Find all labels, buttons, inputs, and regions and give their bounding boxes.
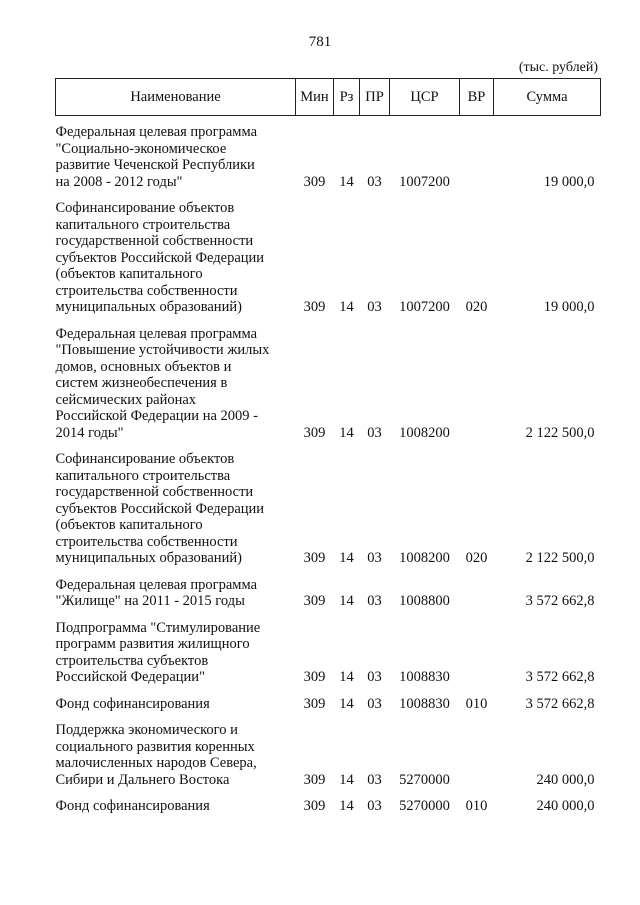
cell-min: 309 (303, 771, 326, 788)
cell-sum: 19 000,0 (543, 299, 595, 315)
cell-csr: 1008200 (399, 550, 450, 566)
cell-min: 309 (303, 173, 326, 190)
cell-vr: 010 (465, 695, 488, 712)
row-name-line: строительства собственности (55, 282, 238, 299)
cell-pr: 03 (367, 695, 382, 712)
row-name-line: капитального строительства (55, 216, 231, 233)
row-name-line: муниципальных образований) (55, 299, 242, 315)
cell-csr: 5270000 (399, 771, 450, 788)
cell-sum: 240 000,0 (536, 798, 595, 814)
cell-sum: 3 572 662,8 (525, 669, 595, 685)
header-min: Мин (296, 79, 334, 116)
table-row (56, 712, 601, 788)
row-name-line: Софинансирование объектов (55, 451, 235, 467)
cell-sum: 3 572 662,8 (525, 593, 595, 609)
cell-rz: 14 (339, 669, 354, 685)
cell-rz: 14 (339, 695, 354, 712)
row-name-line: субъектов Российской Федерации (55, 500, 265, 517)
cell-vr (460, 316, 494, 442)
cell-vr: 010 (465, 798, 488, 814)
page-number: 781 (308, 34, 332, 50)
header-name: Наименование (56, 79, 296, 116)
cell-vr (460, 116, 494, 191)
cell-vr: 020 (465, 550, 488, 566)
cell-sum: 19 000,0 (543, 173, 595, 190)
row-name-line: "Повышение устойчивости жилых (55, 342, 270, 358)
cell-min: 309 (303, 424, 326, 441)
header-vr: ВР (460, 79, 494, 116)
row-name-line: Российской Федерации" (55, 669, 205, 685)
header-sum: Сумма (494, 79, 601, 116)
row-name-line: Софинансирование объектов (55, 200, 235, 216)
cell-rz: 14 (339, 173, 354, 190)
cell-pr: 03 (367, 424, 382, 441)
row-name-line: Российской Федерации на 2009 - (55, 408, 258, 424)
row-name-line: (объектов капитального (55, 517, 203, 533)
row-name-line: Поддержка экономического и (55, 722, 238, 738)
cell-vr (460, 712, 494, 788)
budget-table (55, 78, 601, 815)
row-name-line: развитие Чеченской Республики (55, 157, 255, 173)
cell-csr: 1008200 (399, 424, 450, 441)
cell-csr: 1008800 (399, 593, 450, 609)
cell-csr: 1008830 (399, 695, 450, 712)
row-name-line: Федеральная целевая программа (55, 576, 257, 593)
row-name-line: на 2008 - 2012 годы" (55, 173, 183, 190)
cell-min: 309 (303, 669, 326, 685)
cell-pr: 03 (367, 173, 382, 190)
cell-rz: 14 (339, 798, 354, 814)
cell-csr: 1007200 (399, 299, 450, 315)
cell-min: 309 (303, 695, 326, 712)
cell-sum: 2 122 500,0 (525, 424, 595, 441)
row-name-line: муниципальных образований) (55, 550, 242, 566)
table-row (56, 441, 601, 567)
row-name-line: государственной собственности (55, 233, 254, 249)
row-name-line: сейсмических районах (55, 391, 197, 408)
cell-min: 309 (303, 593, 326, 609)
row-name-line: домов, основных объектов и (55, 358, 232, 375)
table-row (56, 567, 601, 610)
row-name-line: Фонд софинансирования (55, 798, 210, 814)
row-name (56, 686, 296, 713)
table-row (56, 116, 601, 191)
row-name (56, 190, 296, 316)
table-row (56, 788, 601, 815)
cell-csr: 1007200 (399, 173, 450, 190)
row-name (56, 441, 296, 567)
cell-pr: 03 (367, 299, 382, 315)
cell-rz: 14 (339, 771, 354, 788)
table-row (56, 316, 601, 442)
header-rz: Рз (334, 79, 360, 116)
row-name-line: капитального строительства (55, 467, 231, 484)
table-header-row (56, 79, 601, 116)
cell-vr (460, 567, 494, 610)
cell-sum: 3 572 662,8 (525, 695, 595, 712)
table-body (56, 116, 601, 815)
row-name-line: строительства собственности (55, 533, 238, 550)
cell-rz: 14 (339, 550, 354, 566)
row-name-line: Фонд софинансирования (55, 695, 210, 712)
row-name-line: строительства субъектов (55, 652, 209, 669)
cell-rz: 14 (339, 424, 354, 441)
cell-min: 309 (303, 550, 326, 566)
row-name-line: Федеральная целевая программа (55, 124, 257, 140)
cell-sum: 240 000,0 (536, 771, 595, 788)
header-csr: ЦСР (390, 79, 460, 116)
table-row (56, 610, 601, 686)
table-row (56, 190, 601, 316)
cell-csr: 1008830 (399, 669, 450, 685)
row-name-line: программ развития жилищного (55, 636, 250, 652)
row-name-line: социального развития коренных (55, 738, 255, 755)
row-name-line: Сибири и Дальнего Востока (55, 771, 230, 788)
row-name (56, 567, 296, 610)
cell-pr: 03 (367, 771, 382, 788)
row-name-line: малочисленных народов Севера, (55, 755, 257, 771)
row-name-line: государственной собственности (55, 484, 254, 500)
row-name (56, 116, 296, 191)
row-name-line: систем жизнеобеспечения в (55, 375, 228, 391)
row-name-line: Подпрограмма "Стимулирование (55, 619, 261, 636)
units-label: (тыс. рублей) (518, 60, 598, 75)
row-name (56, 610, 296, 686)
row-name-line: "Жилище" на 2011 - 2015 годы (55, 593, 245, 609)
cell-pr: 03 (367, 798, 382, 814)
cell-csr: 5270000 (399, 798, 450, 814)
cell-rz: 14 (339, 593, 354, 609)
cell-min: 309 (303, 299, 326, 315)
row-name (56, 788, 296, 815)
table-row (56, 686, 601, 713)
header-pr: ПР (360, 79, 390, 116)
row-name (56, 316, 296, 442)
row-name-line: (объектов капитального (55, 266, 203, 282)
row-name (56, 712, 296, 788)
row-name-line: Федеральная целевая программа (55, 325, 257, 342)
cell-pr: 03 (367, 669, 382, 685)
cell-rz: 14 (339, 299, 354, 315)
cell-vr: 020 (465, 299, 488, 315)
cell-pr: 03 (367, 550, 382, 566)
cell-sum: 2 122 500,0 (525, 550, 595, 566)
row-name-line: 2014 годы" (55, 424, 124, 441)
cell-vr (460, 610, 494, 686)
row-name-line: субъектов Российской Федерации (55, 249, 265, 266)
cell-min: 309 (303, 798, 326, 814)
row-name-line: "Социально-экономическое (55, 140, 227, 157)
cell-pr: 03 (367, 593, 382, 609)
